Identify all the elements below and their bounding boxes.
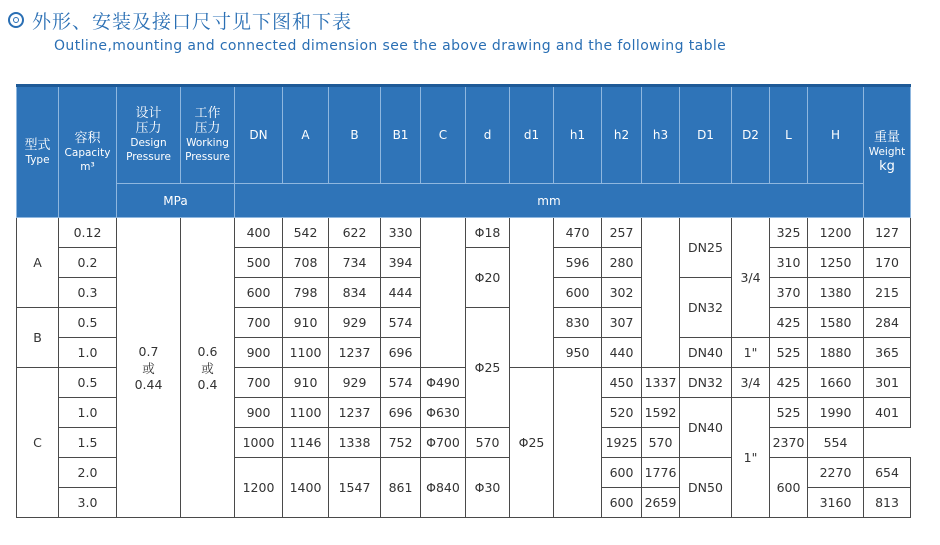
dn-cell: 400 [235, 218, 283, 248]
L-cell: 570 [642, 428, 680, 458]
h2-cell: 302 [602, 278, 642, 308]
table-row [17, 218, 911, 248]
dn-cell: 600 [235, 278, 283, 308]
weight-cell: 813 [864, 488, 911, 518]
b-cell: 929 [329, 308, 381, 338]
header-design-pressure: 设计 压力 Design Pressure [117, 86, 181, 184]
H-cell: 3160 [808, 488, 864, 518]
L-cell: 600 [770, 458, 808, 518]
heading [8, 6, 352, 34]
b1-cell: 574 [381, 308, 421, 338]
circle-bullet-icon [8, 12, 24, 28]
h2-cell: 600 [602, 458, 642, 488]
d-cell: Φ18 [466, 218, 510, 248]
weight-cell: 654 [864, 458, 911, 488]
h2-cell: 520 [602, 398, 642, 428]
H-cell: 1990 [808, 398, 864, 428]
weight-cell: 170 [864, 248, 911, 278]
h1-cell: 596 [554, 248, 602, 278]
d-cell: Φ25 [466, 308, 510, 428]
unit-row [17, 184, 911, 218]
H-cell: 2270 [808, 458, 864, 488]
header-h2: h2 [602, 86, 642, 184]
dn-cell: 500 [235, 248, 283, 278]
a-cell: 1100 [283, 398, 329, 428]
a-cell: 542 [283, 218, 329, 248]
dn-cell: 700 [235, 368, 283, 398]
header-capacity: 容积 Capacity m³ [59, 86, 117, 218]
b-cell: 622 [329, 218, 381, 248]
heading-cn: 外形、安装及接口尺寸见下图和下表 [32, 10, 353, 33]
b1-cell: 444 [381, 278, 421, 308]
header-L: L [770, 86, 808, 184]
b1-cell: 861 [381, 458, 421, 518]
h3-cell [642, 218, 680, 368]
capacity-cell: 1.0 [59, 338, 117, 368]
a-cell: 1400 [283, 458, 329, 518]
header-b: B [329, 86, 381, 184]
capacity-cell: 0.5 [59, 308, 117, 338]
h1-cell [554, 368, 602, 518]
h3-cell: 1337 [642, 368, 680, 398]
b-cell: 929 [329, 368, 381, 398]
header-c: C [421, 86, 466, 184]
header-H: H [808, 86, 864, 184]
capacity-cell: 0.5 [59, 368, 117, 398]
L-cell: 425 [770, 368, 808, 398]
b-cell: 734 [329, 248, 381, 278]
L-cell: 525 [770, 338, 808, 368]
L-cell: 525 [770, 398, 808, 428]
d-cell: Φ30 [466, 458, 510, 518]
d-cell: Φ20 [466, 248, 510, 308]
type-cell: A [17, 218, 59, 308]
H-cell: 1660 [808, 368, 864, 398]
b-cell: 1237 [329, 338, 381, 368]
b1-cell: 696 [381, 398, 421, 428]
capacity-cell: 0.12 [59, 218, 117, 248]
h3-cell: 2659 [642, 488, 680, 518]
b-cell: 1547 [329, 458, 381, 518]
h2-cell: 280 [602, 248, 642, 278]
capacity-cell: 3.0 [59, 488, 117, 518]
unit-mpa: MPa [117, 184, 235, 218]
h2-cell: 440 [602, 338, 642, 368]
h3-cell: 1925 [602, 428, 642, 458]
h3-cell: 1776 [642, 458, 680, 488]
H-cell: 1250 [808, 248, 864, 278]
header-d1: d1 [510, 86, 554, 184]
h2-cell: 600 [602, 488, 642, 518]
D1-cell: DN25 [680, 218, 732, 278]
header-h3: h3 [642, 86, 680, 184]
header-h1: h1 [554, 86, 602, 184]
type-cell: C [17, 368, 59, 518]
H-cell: 2370 [770, 428, 808, 458]
capacity-cell: 0.3 [59, 278, 117, 308]
a-cell: 1100 [283, 338, 329, 368]
capacity-cell: 1.5 [59, 428, 117, 458]
b-cell: 834 [329, 278, 381, 308]
weight-cell: 554 [808, 428, 864, 458]
design-pressure-cell: 0.7 或 0.44 [117, 218, 181, 518]
c-cell: Φ630 [421, 398, 466, 428]
dn-cell: 900 [235, 338, 283, 368]
header-dn: DN [235, 86, 283, 184]
heading-en: Outline,mounting and connected dimension see the above drawing and the following table [54, 38, 727, 54]
D2-cell: 3/4 [732, 368, 770, 398]
D1-cell: DN40 [680, 398, 732, 458]
header-working-pressure: 工作 压力 Working Pressure [181, 86, 235, 184]
D2-cell: 1" [732, 398, 770, 518]
h2-cell: 257 [602, 218, 642, 248]
L-cell: 370 [770, 278, 808, 308]
b-cell: 1237 [329, 398, 381, 428]
capacity-cell: 1.0 [59, 398, 117, 428]
weight-cell: 127 [864, 218, 911, 248]
b-cell: 1338 [329, 428, 381, 458]
c-cell: Φ840 [421, 458, 466, 518]
D1-cell: DN40 [680, 338, 732, 368]
D1-cell: DN50 [680, 458, 732, 518]
header-weight: 重量 Weight kg [864, 86, 911, 218]
h2-cell: 307 [602, 308, 642, 338]
a-cell: 910 [283, 368, 329, 398]
H-cell: 1380 [808, 278, 864, 308]
h1-cell: 950 [554, 338, 602, 368]
D2-cell: 3/4 [732, 218, 770, 338]
b1-cell: 574 [381, 368, 421, 398]
h1-cell: 830 [554, 308, 602, 338]
h1-cell: 470 [554, 218, 602, 248]
D2-cell: 1" [732, 338, 770, 368]
working-pressure-cell: 0.6 或 0.4 [181, 218, 235, 518]
D1-cell: DN32 [680, 368, 732, 398]
header-d: d [466, 86, 510, 184]
H-cell: 1200 [808, 218, 864, 248]
header-b1: B1 [381, 86, 421, 184]
dn-cell: 700 [235, 308, 283, 338]
dn-cell: 1000 [235, 428, 283, 458]
d1-cell: Φ25 [510, 368, 554, 518]
a-cell: 708 [283, 248, 329, 278]
b1-cell: 696 [381, 338, 421, 368]
header-a: A [283, 86, 329, 184]
a-cell: 910 [283, 308, 329, 338]
L-cell: 325 [770, 218, 808, 248]
H-cell: 1580 [808, 308, 864, 338]
weight-cell: 365 [864, 338, 911, 368]
capacity-cell: 2.0 [59, 458, 117, 488]
header-type: 型式 Type [17, 86, 59, 218]
weight-cell: 215 [864, 278, 911, 308]
h2-cell: 450 [602, 368, 642, 398]
unit-mm: mm [235, 184, 864, 218]
b1-cell: 330 [381, 218, 421, 248]
h3-cell: 1592 [642, 398, 680, 428]
h2-cell: 570 [466, 428, 510, 458]
b1-cell: 752 [381, 428, 421, 458]
a-cell: 798 [283, 278, 329, 308]
c-cell [421, 218, 466, 368]
weight-cell: 401 [864, 398, 911, 428]
weight-cell: 301 [864, 368, 911, 398]
d1-cell [510, 218, 554, 368]
dn-cell: 900 [235, 398, 283, 428]
type-cell: B [17, 308, 59, 368]
weight-cell: 284 [864, 308, 911, 338]
dimension-table [16, 84, 911, 518]
h1-cell: 600 [554, 278, 602, 308]
dn-cell: 1200 [235, 458, 283, 518]
D1-cell: DN32 [680, 278, 732, 338]
header-D2: D2 [732, 86, 770, 184]
L-cell: 425 [770, 308, 808, 338]
a-cell: 1146 [283, 428, 329, 458]
header-D1: D1 [680, 86, 732, 184]
c-cell: Φ490 [421, 368, 466, 398]
b1-cell: 394 [381, 248, 421, 278]
c-cell: Φ700 [421, 428, 466, 458]
L-cell: 310 [770, 248, 808, 278]
H-cell: 1880 [808, 338, 864, 368]
capacity-cell: 0.2 [59, 248, 117, 278]
header-row [17, 86, 911, 184]
